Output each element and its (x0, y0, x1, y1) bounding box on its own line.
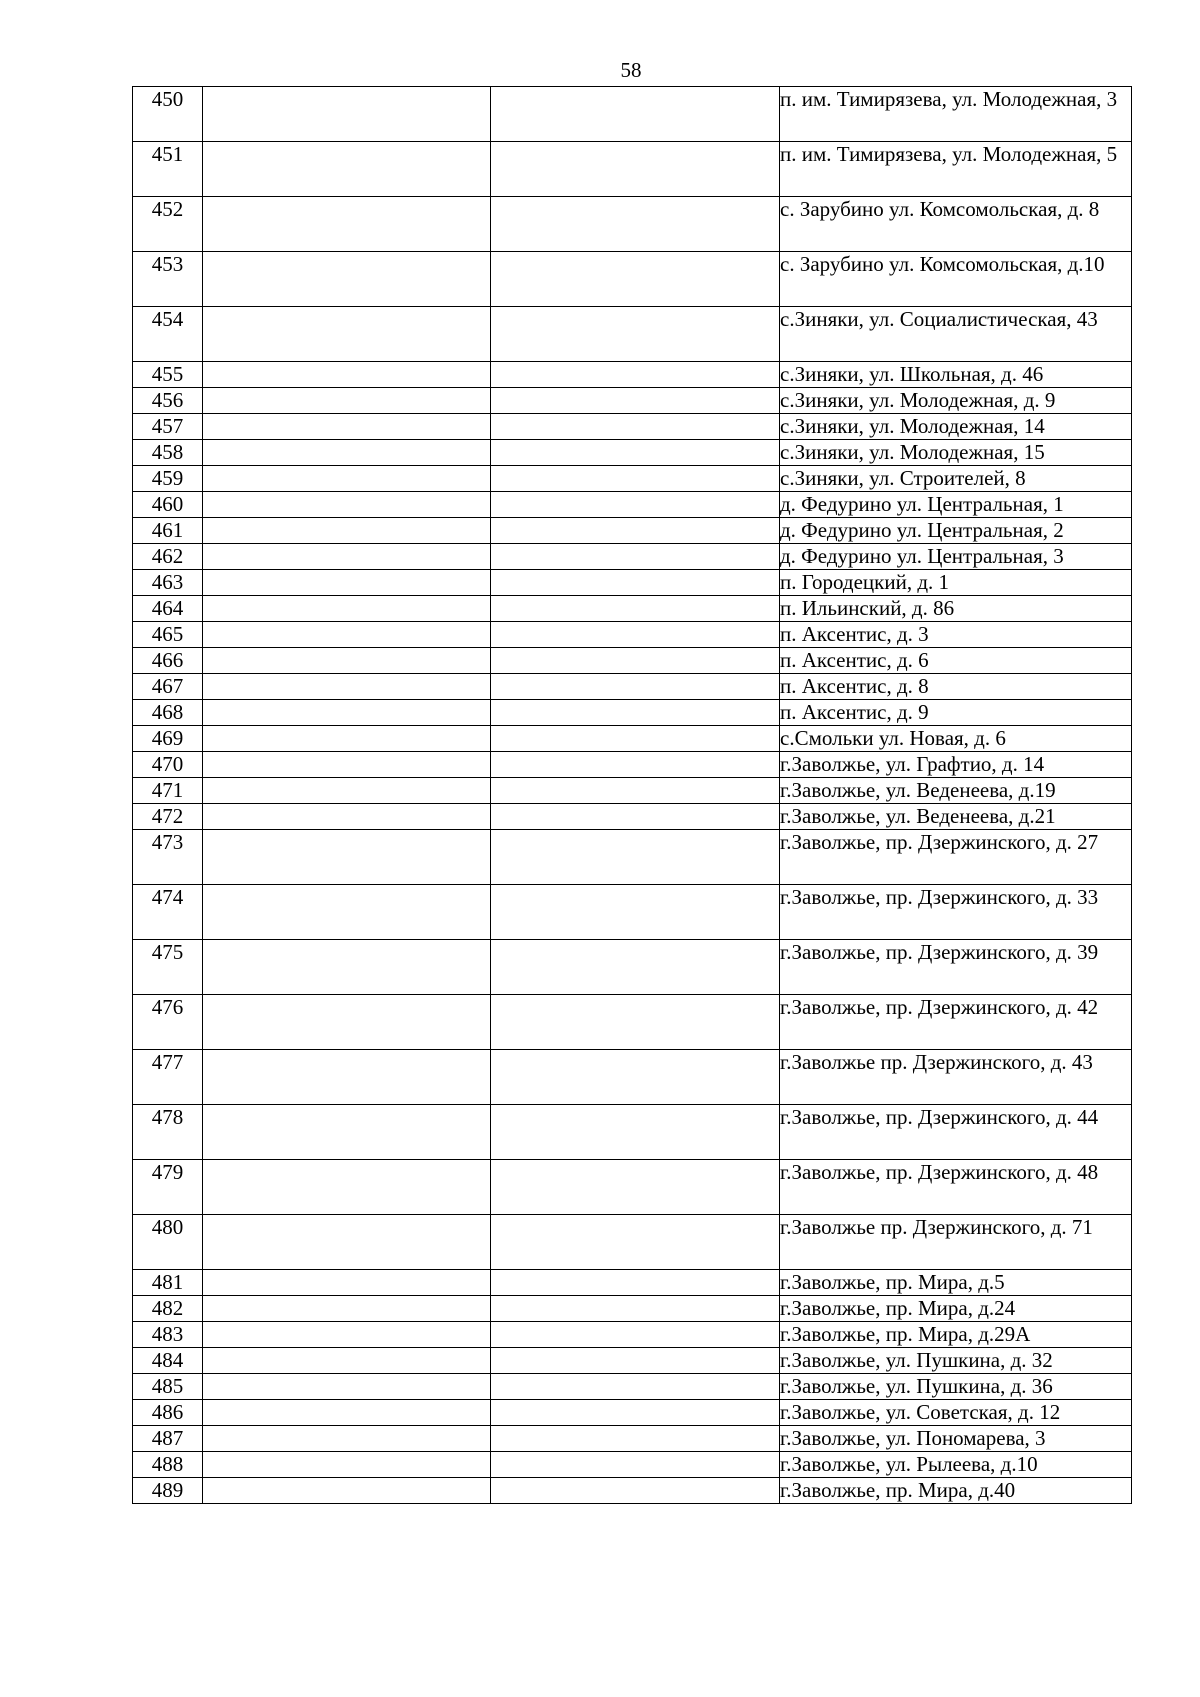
row-number-cell: 486 (133, 1400, 203, 1426)
row-number-cell: 457 (133, 414, 203, 440)
address-cell: г.Заволжье, пр. Мира, д.29А (780, 1322, 1132, 1348)
table-row (133, 1452, 1132, 1478)
table-row (133, 1374, 1132, 1400)
empty-cell (491, 700, 780, 726)
row-number-cell: 483 (133, 1322, 203, 1348)
row-number-cell: 474 (133, 885, 203, 940)
address-cell: г.Заволжье, пр. Мира, д.40 (780, 1478, 1132, 1504)
empty-cell (203, 1452, 491, 1478)
empty-cell (203, 492, 491, 518)
row-number-cell: 485 (133, 1374, 203, 1400)
address-cell: г.Заволжье, пр. Дзержинского, д. 42 (780, 995, 1132, 1050)
empty-cell (203, 388, 491, 414)
empty-cell (491, 492, 780, 518)
address-cell: с.Зиняки, ул. Молодежная, д. 9 (780, 388, 1132, 414)
row-number-cell: 481 (133, 1270, 203, 1296)
empty-cell (491, 1322, 780, 1348)
row-number-cell: 482 (133, 1296, 203, 1322)
table-row (133, 362, 1132, 388)
empty-cell (203, 252, 491, 307)
empty-cell (203, 752, 491, 778)
empty-cell (491, 1050, 780, 1105)
table-row (133, 804, 1132, 830)
row-number-cell: 465 (133, 622, 203, 648)
empty-cell (203, 830, 491, 885)
address-cell: п. им. Тимирязева, ул. Молодежная, 5 (780, 142, 1132, 197)
empty-cell (491, 440, 780, 466)
row-number-cell: 458 (133, 440, 203, 466)
table-row (133, 414, 1132, 440)
empty-cell (491, 804, 780, 830)
empty-cell (203, 362, 491, 388)
table-row (133, 197, 1132, 252)
empty-cell (491, 1426, 780, 1452)
table-row (133, 648, 1132, 674)
address-cell: с.Зиняки, ул. Строителей, 8 (780, 466, 1132, 492)
row-number-cell: 468 (133, 700, 203, 726)
address-cell: д. Федурино ул. Центральная, 1 (780, 492, 1132, 518)
empty-cell (203, 596, 491, 622)
table-row (133, 544, 1132, 570)
row-number-cell: 487 (133, 1426, 203, 1452)
empty-cell (491, 414, 780, 440)
address-cell: г.Заволжье, пр. Дзержинского, д. 48 (780, 1160, 1132, 1215)
address-cell: г.Заволжье, пр. Дзержинского, д. 27 (780, 830, 1132, 885)
empty-cell (491, 1374, 780, 1400)
empty-cell (203, 1270, 491, 1296)
row-number-cell: 480 (133, 1215, 203, 1270)
empty-cell (491, 252, 780, 307)
address-cell: г.Заволжье, пр. Мира, д.5 (780, 1270, 1132, 1296)
table-row (133, 1322, 1132, 1348)
empty-cell (491, 362, 780, 388)
empty-cell (491, 1400, 780, 1426)
empty-cell (491, 142, 780, 197)
row-number-cell: 452 (133, 197, 203, 252)
address-cell: г.Заволжье, ул. Графтио, д. 14 (780, 752, 1132, 778)
empty-cell (203, 414, 491, 440)
table-row (133, 388, 1132, 414)
empty-cell (491, 1105, 780, 1160)
empty-cell (203, 544, 491, 570)
empty-cell (203, 1374, 491, 1400)
address-cell: г.Заволжье, ул. Советская, д. 12 (780, 1400, 1132, 1426)
table-row (133, 1296, 1132, 1322)
row-number-cell: 477 (133, 1050, 203, 1105)
table-row (133, 1215, 1132, 1270)
empty-cell (491, 830, 780, 885)
address-cell: г.Заволжье, пр. Дзержинского, д. 33 (780, 885, 1132, 940)
row-number-cell: 459 (133, 466, 203, 492)
empty-cell (203, 726, 491, 752)
empty-cell (203, 307, 491, 362)
row-number-cell: 489 (133, 1478, 203, 1504)
empty-cell (203, 1348, 491, 1374)
empty-cell (203, 1105, 491, 1160)
table-row (133, 440, 1132, 466)
empty-cell (491, 197, 780, 252)
table-row (133, 995, 1132, 1050)
table-row (133, 885, 1132, 940)
row-number-cell: 464 (133, 596, 203, 622)
empty-cell (491, 674, 780, 700)
address-cell: п. Аксентис, д. 9 (780, 700, 1132, 726)
empty-cell (203, 1322, 491, 1348)
empty-cell (203, 648, 491, 674)
empty-cell (203, 804, 491, 830)
empty-cell (203, 885, 491, 940)
empty-cell (491, 1348, 780, 1374)
address-cell: с.Смольки ул. Новая, д. 6 (780, 726, 1132, 752)
address-cell: г.Заволжье, ул. Рылеева, д.10 (780, 1452, 1132, 1478)
row-number-cell: 472 (133, 804, 203, 830)
table-row (133, 1105, 1132, 1160)
address-cell: с.Зиняки, ул. Социалистическая, 43 (780, 307, 1132, 362)
empty-cell (491, 307, 780, 362)
empty-cell (491, 518, 780, 544)
table-row (133, 1050, 1132, 1105)
table-row (133, 570, 1132, 596)
empty-cell (203, 674, 491, 700)
empty-cell (203, 1215, 491, 1270)
table-row (133, 1348, 1132, 1374)
address-cell: п. Ильинский, д. 86 (780, 596, 1132, 622)
empty-cell (203, 940, 491, 995)
empty-cell (203, 197, 491, 252)
row-number-cell: 453 (133, 252, 203, 307)
empty-cell (491, 778, 780, 804)
row-number-cell: 451 (133, 142, 203, 197)
table-row (133, 1160, 1132, 1215)
address-cell: г.Заволжье пр. Дзержинского, д. 71 (780, 1215, 1132, 1270)
table-row (133, 726, 1132, 752)
address-cell: г.Заволжье, ул. Веденеева, д.19 (780, 778, 1132, 804)
address-cell: г.Заволжье, ул. Пономарева, 3 (780, 1426, 1132, 1452)
empty-cell (203, 1160, 491, 1215)
empty-cell (203, 87, 491, 142)
row-number-cell: 473 (133, 830, 203, 885)
table-row (133, 87, 1132, 142)
row-number-cell: 462 (133, 544, 203, 570)
empty-cell (203, 142, 491, 197)
empty-cell (203, 700, 491, 726)
row-number-cell: 461 (133, 518, 203, 544)
row-number-cell: 476 (133, 995, 203, 1050)
empty-cell (491, 726, 780, 752)
table-row (133, 252, 1132, 307)
table-row (133, 142, 1132, 197)
address-table (132, 86, 1132, 1504)
empty-cell (491, 87, 780, 142)
empty-cell (491, 1215, 780, 1270)
row-number-cell: 454 (133, 307, 203, 362)
empty-cell (491, 752, 780, 778)
address-cell: с. Зарубино ул. Комсомольская, д. 8 (780, 197, 1132, 252)
row-number-cell: 470 (133, 752, 203, 778)
row-number-cell: 488 (133, 1452, 203, 1478)
empty-cell (203, 622, 491, 648)
empty-cell (491, 995, 780, 1050)
row-number-cell: 469 (133, 726, 203, 752)
empty-cell (203, 1400, 491, 1426)
table-row (133, 752, 1132, 778)
address-cell: д. Федурино ул. Центральная, 3 (780, 544, 1132, 570)
empty-cell (491, 1270, 780, 1296)
row-number-cell: 463 (133, 570, 203, 596)
empty-cell (203, 1478, 491, 1504)
table-row (133, 1270, 1132, 1296)
address-cell: с.Зиняки, ул. Школьная, д. 46 (780, 362, 1132, 388)
address-cell: с. Зарубино ул. Комсомольская, д.10 (780, 252, 1132, 307)
empty-cell (491, 1296, 780, 1322)
row-number-cell: 478 (133, 1105, 203, 1160)
empty-cell (203, 466, 491, 492)
empty-cell (491, 885, 780, 940)
empty-cell (491, 466, 780, 492)
table-row (133, 596, 1132, 622)
address-cell: п. Аксентис, д. 3 (780, 622, 1132, 648)
row-number-cell: 456 (133, 388, 203, 414)
empty-cell (203, 518, 491, 544)
address-cell: п. Аксентис, д. 6 (780, 648, 1132, 674)
table-row (133, 1478, 1132, 1504)
table-row (133, 940, 1132, 995)
row-number-cell: 475 (133, 940, 203, 995)
address-cell: г.Заволжье, пр. Дзержинского, д. 39 (780, 940, 1132, 995)
empty-cell (203, 995, 491, 1050)
row-number-cell: 467 (133, 674, 203, 700)
table-row (133, 700, 1132, 726)
empty-cell (491, 940, 780, 995)
empty-cell (491, 596, 780, 622)
table-row (133, 778, 1132, 804)
address-cell: г.Заволжье, пр. Дзержинского, д. 44 (780, 1105, 1132, 1160)
empty-cell (203, 1426, 491, 1452)
address-cell: д. Федурино ул. Центральная, 2 (780, 518, 1132, 544)
row-number-cell: 455 (133, 362, 203, 388)
table-row (133, 307, 1132, 362)
address-cell: г.Заволжье, ул. Веденеева, д.21 (780, 804, 1132, 830)
empty-cell (491, 1452, 780, 1478)
address-cell: с.Зиняки, ул. Молодежная, 14 (780, 414, 1132, 440)
row-number-cell: 460 (133, 492, 203, 518)
empty-cell (491, 1478, 780, 1504)
empty-cell (203, 1296, 491, 1322)
empty-cell (491, 648, 780, 674)
address-table-body (133, 87, 1132, 1504)
empty-cell (203, 1050, 491, 1105)
address-cell: п. Аксентис, д. 8 (780, 674, 1132, 700)
address-cell: г.Заволжье пр. Дзержинского, д. 43 (780, 1050, 1132, 1105)
table-row (133, 1426, 1132, 1452)
address-cell: п. им. Тимирязева, ул. Молодежная, 3 (780, 87, 1132, 142)
table-row (133, 622, 1132, 648)
table-row (133, 674, 1132, 700)
row-number-cell: 484 (133, 1348, 203, 1374)
empty-cell (491, 570, 780, 596)
row-number-cell: 466 (133, 648, 203, 674)
row-number-cell: 471 (133, 778, 203, 804)
table-row (133, 830, 1132, 885)
address-cell: г.Заволжье, ул. Пушкина, д. 36 (780, 1374, 1132, 1400)
empty-cell (491, 544, 780, 570)
address-cell: п. Городецкий, д. 1 (780, 570, 1132, 596)
row-number-cell: 450 (133, 87, 203, 142)
row-number-cell: 479 (133, 1160, 203, 1215)
empty-cell (491, 1160, 780, 1215)
table-row (133, 518, 1132, 544)
table-row (133, 492, 1132, 518)
table-row (133, 1400, 1132, 1426)
table-row (133, 466, 1132, 492)
address-cell: с.Зиняки, ул. Молодежная, 15 (780, 440, 1132, 466)
page-number: 58 (620, 58, 642, 82)
empty-cell (491, 622, 780, 648)
address-cell: г.Заволжье, ул. Пушкина, д. 32 (780, 1348, 1132, 1374)
empty-cell (203, 570, 491, 596)
empty-cell (203, 778, 491, 804)
empty-cell (203, 440, 491, 466)
empty-cell (491, 388, 780, 414)
address-cell: г.Заволжье, пр. Мира, д.24 (780, 1296, 1132, 1322)
